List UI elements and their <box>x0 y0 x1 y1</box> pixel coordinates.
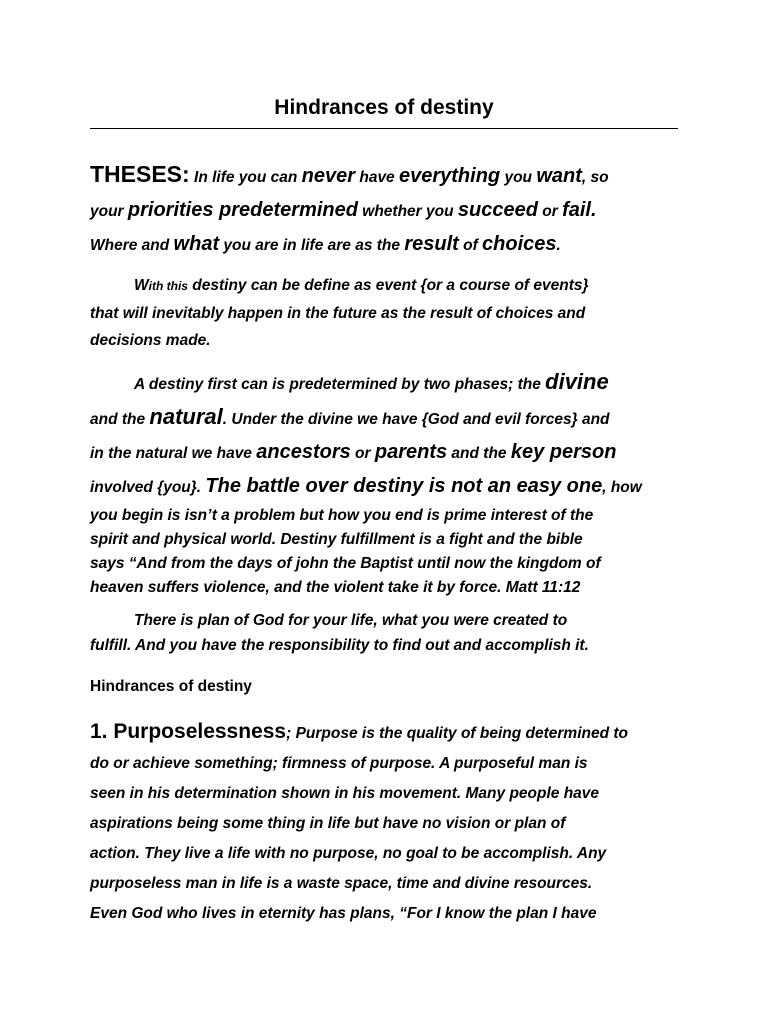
para3-line-2 <box>90 633 678 658</box>
text-run: you begin is isn’t a problem but how you end is prime interest of the <box>90 507 594 524</box>
para3-line-1 <box>90 608 678 633</box>
text-run: , so <box>581 169 609 186</box>
point1-line-5: action. They live a life with no purpose, no goal to be accomplish. Any <box>90 845 607 862</box>
point1-line-6: purposeless man in life is a waste space, time and divine resources. <box>90 875 593 892</box>
para2-line-1 <box>90 366 678 401</box>
para2-line-2 <box>90 401 678 436</box>
text-run: result <box>404 233 459 255</box>
title-underline <box>90 128 678 129</box>
para1-line-3 <box>90 327 678 354</box>
text-run: In life you can <box>189 169 302 186</box>
theses-paragraph <box>90 158 678 262</box>
para2-line-6 <box>90 528 678 552</box>
text-run: succeed <box>457 199 538 221</box>
text-run: fulfill. And you have the responsibility to find out and accomplish it. <box>90 637 589 654</box>
text-run: natural <box>149 404 223 429</box>
point1-line-7: Even God who lives in eternity has plans, “For I know the plan I have <box>90 905 597 922</box>
text-run: never <box>301 165 356 187</box>
text-run: in the natural we have <box>90 445 257 462</box>
text-run: heaven suffers violence, and the violent take it by force. Matt 11:12 <box>90 579 581 596</box>
text-run: want <box>536 165 582 187</box>
text-run: choices <box>482 233 557 255</box>
text-run: or <box>537 203 563 220</box>
para1-line-2 <box>90 300 678 327</box>
theses-line-1 <box>90 158 678 194</box>
text-run: what <box>173 233 220 255</box>
text-run: whether you <box>357 203 458 220</box>
text-run: of <box>458 237 483 254</box>
para2-line-5 <box>90 504 678 528</box>
text-run: fail. <box>562 199 597 221</box>
text-run: and the <box>447 445 511 462</box>
text-run: you are in life are as the <box>219 237 405 254</box>
theses-line-2 <box>90 194 678 228</box>
text-run: destiny can be define as event {or a course of events} <box>187 277 589 294</box>
text-run: . <box>556 237 561 254</box>
text-run: key person <box>510 441 617 463</box>
text-run: divine <box>545 369 609 394</box>
text-run: A destiny first can is predetermined by two phases; the <box>134 376 546 393</box>
point1-line-4: aspirations being some thing in life but have no vision or plan of <box>90 815 566 832</box>
text-run: says “And from the days of john the Baptist until now the kingdom of <box>90 555 601 572</box>
para2-line-7 <box>90 552 678 576</box>
paragraph-destiny-definition <box>90 272 678 354</box>
text-run: and <box>137 237 174 254</box>
text-run: W <box>134 277 149 294</box>
para2-line-3 <box>90 436 678 470</box>
text-run: battle <box>246 475 300 497</box>
para2-line-8 <box>90 576 678 600</box>
text-run: involved {you}. <box>90 479 206 496</box>
text-run: priorities predetermined <box>127 199 358 221</box>
point1-line-3: seen in his determination shown in his movement. Many people have <box>90 785 600 802</box>
subheading: Hindrances of destiny <box>90 678 252 695</box>
point-purposelessness <box>90 717 678 929</box>
text-run: ith this <box>148 279 188 293</box>
text-run: have <box>355 169 399 186</box>
paragraph-two-phases <box>90 366 678 600</box>
text-run: spirit and physical world. Destiny fulfillment is a fight and the bible <box>90 531 583 548</box>
text-run: . Under the divine we have {God and evil forces} and <box>222 411 610 428</box>
text-run: you <box>500 169 537 186</box>
text-run: ancestors <box>256 441 351 463</box>
theses-runs <box>189 165 609 187</box>
point1-heading: 1. Purposelessness <box>90 720 287 743</box>
paragraph-plan-of-god <box>90 608 678 658</box>
theses-line-3 <box>90 228 678 262</box>
point1-line-1 <box>90 717 678 749</box>
text-run: that will inevitably happen in the future as the result of choices and <box>90 305 586 322</box>
point1-line-2: do or achieve something; firmness of purpose. A purposeful man is <box>90 755 588 772</box>
text-run: Where <box>90 237 138 254</box>
text-run: , how <box>602 479 642 496</box>
text-run: over destiny is not an easy one <box>299 475 603 497</box>
text-run: and the <box>90 411 150 428</box>
text-run: everything <box>399 165 501 187</box>
text-run: The <box>205 475 247 497</box>
point1-text-1: ; Purpose is the quality of being determined to <box>286 725 629 742</box>
para1-line-1 <box>90 272 678 300</box>
text-run: There is plan of God for your life, what you were created to <box>134 612 568 629</box>
page-title: Hindrances of destiny <box>274 96 494 119</box>
text-run: decisions made. <box>90 332 211 349</box>
theses-colon: : <box>182 161 190 187</box>
para2-line-4 <box>90 470 678 504</box>
text-run: or <box>350 445 375 462</box>
text-run: your <box>90 203 128 220</box>
text-run: parents <box>374 441 448 463</box>
theses-label: THESES <box>90 161 183 187</box>
